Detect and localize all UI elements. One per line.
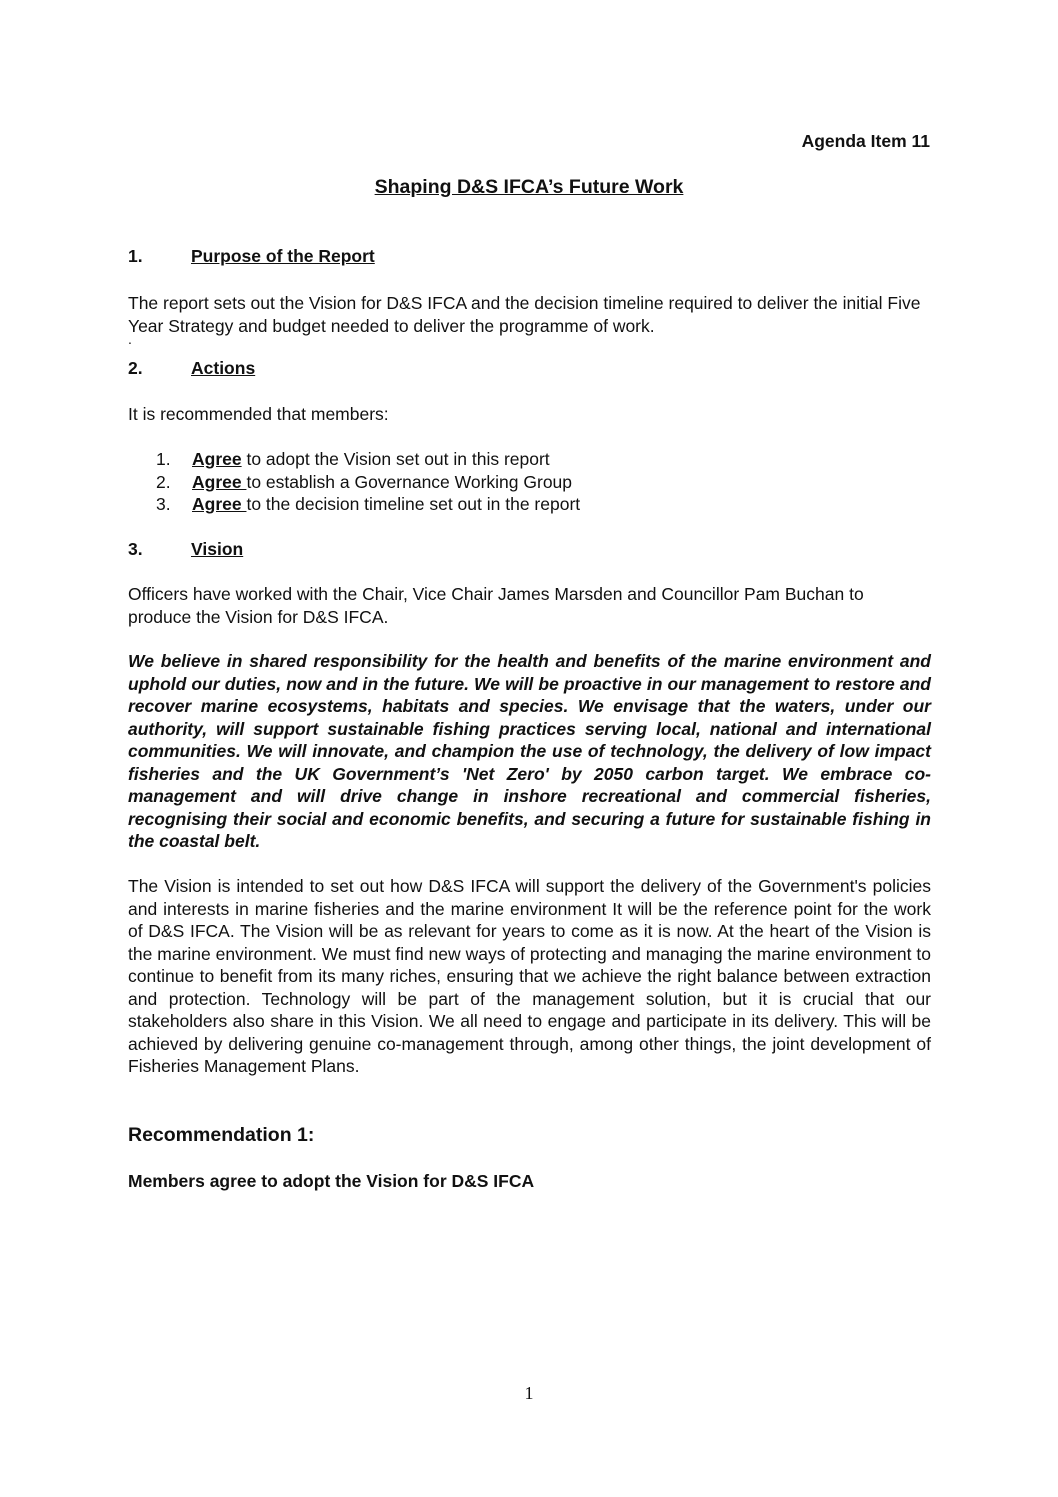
purpose-paragraph — [128, 292, 931, 337]
vision-body — [128, 875, 931, 1078]
list-number: 3. — [156, 494, 171, 514]
recommendation-text: Members agree to adopt the Vision for D&S IFCA — [128, 1171, 535, 1191]
actions-list — [156, 448, 580, 516]
section-title: Actions — [191, 358, 256, 378]
list-item-text: to establish a Governance Working Group — [246, 471, 573, 492]
vision-statement — [128, 650, 931, 853]
section-number: 1. — [128, 246, 143, 266]
list-item-text: to adopt the Vision set out in this report — [241, 449, 550, 469]
agenda-item-label: Agenda Item 11 — [801, 131, 930, 151]
stray-mark: . — [128, 331, 132, 347]
page-title: Shaping D&S IFCA’s Future Work — [374, 176, 684, 198]
agree-label: Agree — [192, 494, 247, 514]
vision-intro-text: Officers have worked with the Chair, Vice Chair James Marsden and Councillor Pam Buchan to produce the Vision for D&S IFCA. — [128, 584, 864, 627]
section-number: 2. — [128, 358, 143, 378]
section-heading-purpose — [128, 246, 375, 267]
vision-statement-text: We believe in shared responsibility for the health and benefits of the marine environment and uphold our duties, now and in the future. We will be proactive in our management to restore and recover marine ecosystems, habitats and species. We envisage that the waters, under our authority, will support sustainable fishing practices serving local, national and international communities. We will innovate, and champion the use of technology, the delivery of low impact fisheries and the UK Government’s 'Net Zero' by 2050 carbon target. We embrace co-management and will drive change in inshore recreational and commercial fisheries, recognising their social and economic benefits, and securing a future for sustainable fishing in the coastal belt. — [128, 651, 931, 851]
actions-intro — [128, 403, 931, 426]
list-item-text: to the decision timeline set out in the report — [246, 494, 581, 514]
section-title: Purpose of the Report — [191, 246, 375, 266]
actions-intro-text: It is recommended that members: — [128, 404, 389, 424]
recommendation-heading: Recommendation 1: — [128, 1124, 315, 1146]
page-number: 1 — [524, 1383, 534, 1403]
list-item — [156, 493, 580, 516]
vision-body-text: The Vision is intended to set out how D&S IFCA will support the delivery of the Government's policies and interests in marine fisheries and the marine environment It will be the reference point for the work of D&S IFCA. The Vision will be as relevant for years to come as it is now. At the heart of the Vision is the marine environment. We must find new ways of protecting and managing the marine environment to continue to benefit from its many riches, ensuring that we achieve the right balance between extraction and protection. Technology will be part of the management solution, but it is crucial that our stakeholders also share in this Vision. We all need to engage and participate in its delivery. This will be achieved by delivering genuine co-management through, among other things, the joint development of Fisheries Management Plans. — [128, 876, 931, 1076]
list-number: 2. — [156, 471, 171, 492]
list-item — [156, 448, 580, 471]
list-number: 1. — [156, 449, 171, 469]
section-heading-actions — [128, 358, 255, 379]
agree-label: Agree — [192, 449, 242, 469]
list-item — [156, 471, 580, 494]
agree-label: Agree — [192, 471, 247, 492]
vision-intro — [128, 583, 931, 628]
section-heading-vision — [128, 539, 243, 560]
purpose-text: The report sets out the Vision for D&S IFCA and the decision timeline required to deliver the initial Five Year Strategy and budget needed to deliver the programme of work. — [128, 293, 921, 336]
section-number: 3. — [128, 539, 143, 559]
section-title: Vision — [191, 539, 244, 559]
